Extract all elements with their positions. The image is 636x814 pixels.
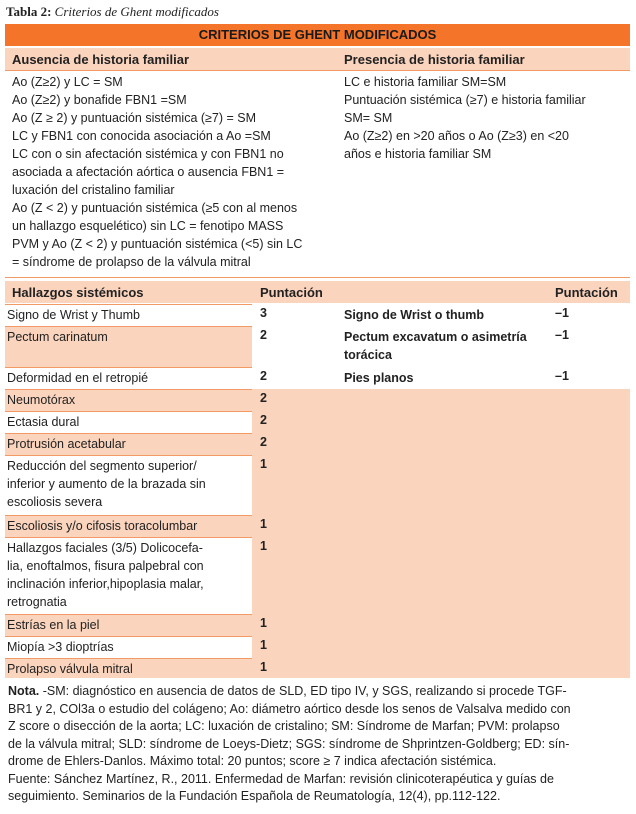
note-line: BR1 y 2, COl3a o estudio del colágeno; Ao: diámetro aórtico desde los senos de Valsalva medido con <box>8 701 571 716</box>
score-filler-band <box>252 389 340 678</box>
present-history-line: Puntuación sistémica (≥7) e historia familiar <box>344 93 586 107</box>
systemic-row-label-line: Miopía >3 dioptrías <box>7 640 114 654</box>
right-row-label <box>344 328 549 364</box>
table-title: CRITERIOS DE GHENT MODIFICADOS <box>5 24 630 46</box>
systemic-row-score: 1 <box>260 638 267 652</box>
note-line: drome de Ehlers-Danlos. Máximo total: 20 puntos; score ≥ 7 indica afectación sistémica. <box>8 754 497 768</box>
systemic-row-score: 1 <box>260 457 267 471</box>
absent-history-line: Ao (Z≥2) y bonafide FBN1 =SM <box>12 93 187 107</box>
table-note <box>8 683 628 806</box>
right-row-label <box>344 369 549 387</box>
systemic-row-label-line: escoliosis severa <box>7 495 103 509</box>
systemic-row-score: 1 <box>260 517 267 531</box>
absent-history-line: Ao (Z ≥ 2) y puntuación sistémica (≥7) = SM <box>12 111 257 125</box>
row-divider <box>5 326 252 327</box>
systemic-row-label <box>7 660 252 678</box>
systemic-row-score: 2 <box>260 435 267 449</box>
systemic-row-label-line: inferior y aumento de la brazada sin <box>7 477 206 491</box>
systemic-row-label-line: retrognatia <box>7 595 67 609</box>
absent-history-line: PVM y Ao (Z < 2) y puntuación sistémica (<5) sin LC <box>12 237 303 251</box>
systemic-row-label <box>7 638 252 656</box>
systemic-header-score: Puntación <box>260 285 323 300</box>
systemic-row-label-line: Prolapso válvula mitral <box>7 662 133 676</box>
systemic-row-score: 2 <box>260 328 267 342</box>
systemic-row-label <box>7 457 252 511</box>
table-caption <box>6 4 219 20</box>
systemic-row-label <box>7 413 252 431</box>
row-divider <box>5 389 252 390</box>
present-history-line: Ao (Z≥2) en >20 años o Ao (Z≥3) en <20 <box>344 129 569 143</box>
systemic-row-score: 2 <box>260 413 267 427</box>
absent-history-line: LC y FBN1 con conocida asociación a Ao =SM <box>12 129 271 143</box>
row-divider <box>5 658 252 659</box>
absent-history-header: Ausencia de historia familiar <box>12 52 190 67</box>
systemic-row-label-line: lia, enoftalmos, fisura palpebral con <box>7 559 204 573</box>
row-divider <box>5 304 252 305</box>
note-line: Nota. -SM: diagnóstico en ausencia de datos de SLD, ED tipo IV, y SGS, realizando si procede TGF- <box>8 684 567 698</box>
systemic-row-label-line: Estrías en la piel <box>7 618 100 632</box>
systemic-row-score: 2 <box>260 369 267 383</box>
absent-history-line: luxación del cristalino familiar <box>12 183 175 197</box>
present-history-line: LC e historia familiar SM=SM <box>344 75 507 89</box>
systemic-right-header-score: Puntación <box>555 285 618 300</box>
systemic-row-label-line: Neumotórax <box>7 393 76 407</box>
systemic-row-score: 1 <box>260 660 267 674</box>
absent-history-line: Ao (Z≥2) y LC = SM <box>12 75 123 89</box>
absent-history-line: un hallazgo esquelético) sin LC = fenotipo MASS <box>12 219 284 233</box>
divider <box>5 70 630 71</box>
systemic-row-label-line: Ectasia dural <box>7 415 80 429</box>
right-row-label-line: torácica <box>344 348 392 362</box>
row-divider <box>5 455 252 456</box>
absent-history-list <box>12 73 332 271</box>
systemic-row-label <box>7 328 252 346</box>
systemic-row-label <box>7 369 252 387</box>
absent-history-line: LC con o sin afectación sistémica y con FBN1 no <box>12 147 284 161</box>
systemic-row-label-line: inclinación inferior,hipoplasia malar, <box>7 577 204 591</box>
right-filler-band <box>340 389 630 678</box>
systemic-row-label-line: Reducción del segmento superior/ <box>7 459 197 473</box>
row-divider <box>5 537 252 538</box>
caption-title: Criterios de Ghent modificados <box>54 4 219 19</box>
note-line: Fuente: Sánchez Martínez, R., 2011. Enfermedad de Marfan: revisión clinicoterapéutica y guías de <box>8 771 554 786</box>
note-line: Z score o disección de la aorta; LC: luxación de cristalino; SM: Síndrome de Marfan; PVM: prolapso <box>8 719 560 733</box>
systemic-row-score: 1 <box>260 616 267 630</box>
absent-history-line: = síndrome de prolapso de la válvula mitral <box>12 255 251 269</box>
present-history-line: SM= SM <box>344 111 393 125</box>
systemic-row-label <box>7 616 252 634</box>
right-row-label-line: Pectum excavatum o asimetría <box>344 330 527 344</box>
row-divider <box>5 367 252 368</box>
present-history-header: Presencia de historia familiar <box>344 52 525 67</box>
note-label: Nota. <box>8 684 40 698</box>
ghent-table <box>5 24 630 46</box>
systemic-row-label-line: Pectum carinatum <box>7 330 108 344</box>
systemic-row-label-line: Escoliosis y/o cifosis toracolumbar <box>7 519 198 533</box>
absent-history-line: Ao (Z < 2) y puntuación sistémica (≥5 con al menos <box>12 201 298 215</box>
systemic-row-label <box>7 539 252 611</box>
row-divider <box>5 433 252 434</box>
systemic-row-label-line: Hallazgos faciales (3/5) Dolicocefa- <box>7 541 203 555</box>
caption-label: Tabla 2: <box>6 4 52 19</box>
systemic-row-score: 1 <box>260 539 267 553</box>
note-line: de la válvula mitral; SLD: síndrome de Loeys-Dietz; SGS: síndrome de Shprintzen-Goldberg; ED: sín- <box>8 736 570 751</box>
systemic-row-score: 2 <box>260 391 267 405</box>
row-divider <box>5 636 252 637</box>
systemic-row-label-line: Deformidad en el retropié <box>7 371 149 385</box>
right-row-label <box>344 306 549 324</box>
row-divider <box>5 614 252 615</box>
present-history-line: años e historia familiar SM <box>344 147 492 161</box>
right-row-score: –1 <box>555 306 569 320</box>
systemic-row-label <box>7 391 252 409</box>
divider <box>5 277 630 278</box>
row-divider <box>5 515 252 516</box>
note-line: seguimiento. Seminarios de la Fundación Española de Reumatología, 12(4), pp.112-122. <box>8 789 501 803</box>
systemic-row-label-line: Protrusión acetabular <box>7 437 126 451</box>
systemic-row-label <box>7 517 252 535</box>
right-row-label-line: Pies planos <box>344 371 414 385</box>
present-history-list <box>344 73 629 163</box>
right-row-label-line: Signo de Wrist o thumb <box>344 308 485 322</box>
row-divider <box>5 411 252 412</box>
systemic-header-label: Hallazgos sistémicos <box>12 285 144 300</box>
right-row-score: –1 <box>555 328 569 342</box>
absent-history-line: asociada a afectación aórtica o ausencia FBN1 = <box>12 165 285 179</box>
systemic-row-label-line: Signo de Wrist y Thumb <box>7 308 140 322</box>
systemic-row-label <box>7 435 252 453</box>
systemic-row-score: 3 <box>260 306 267 320</box>
systemic-row-label <box>7 306 252 324</box>
right-row-score: –1 <box>555 369 569 383</box>
